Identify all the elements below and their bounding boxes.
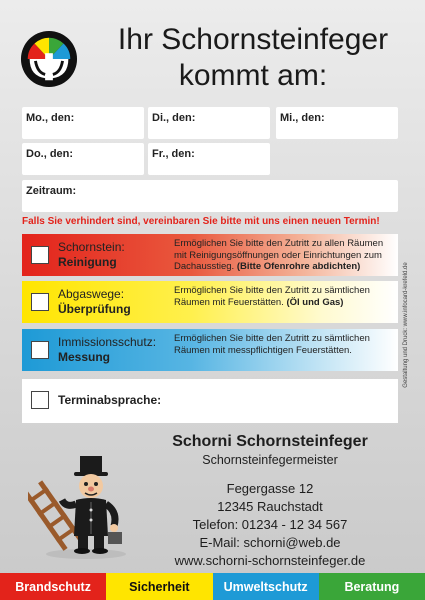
service-inspection <box>22 281 398 323</box>
appointment-checkbox[interactable] <box>31 391 49 409</box>
service-appointment <box>22 379 398 423</box>
inspection-category: Abgaswege: Überprüfung <box>58 287 131 316</box>
appointment-label: Terminabsprache: <box>58 393 162 407</box>
cleaning-checkbox[interactable] <box>31 246 49 264</box>
title-line-2: kommt am: <box>178 59 328 92</box>
wednesday-label: Mi., den: <box>280 112 325 124</box>
company-city: 12345 Rauchstadt <box>217 499 323 514</box>
tuesday-date-field[interactable] <box>148 107 270 139</box>
footer-fire-protection: Brandschutz <box>0 573 106 600</box>
company-email[interactable]: E-Mail: schorni@web.de <box>199 535 341 550</box>
company-role: Schornsteinfegermeister <box>202 453 338 467</box>
tuesday-label: Di., den: <box>152 112 196 124</box>
cleaning-description: Ermöglichen Sie bitte den Zutritt zu allen Räumen mit Reinigungsöffnungen oder Einrichtungen zum Dachausstieg. (Bitte Ofenrohre abdichten) <box>174 238 384 272</box>
measurement-description: Ermöglichen Sie bitte den Zutritt zu sämtlichen Räumen mit messpflichtigen Feuerstätten. <box>174 333 370 356</box>
company-street: Fegergasse 12 <box>226 481 314 496</box>
cleaning-category: Schornstein: Reinigung <box>58 240 125 269</box>
footer-bar <box>0 573 425 600</box>
friday-date-field[interactable] <box>148 143 270 175</box>
company-phone: Telefon: 01234 - 12 34 567 <box>192 517 348 532</box>
reschedule-notice: Falls Sie verhindert sind, vereinbaren Sie bitte mit uns einen neuen Termin! <box>22 216 380 227</box>
wednesday-date-field[interactable] <box>276 107 398 139</box>
service-measurement <box>22 329 398 371</box>
monday-date-field[interactable] <box>22 107 144 139</box>
page-title <box>88 22 418 94</box>
period-field[interactable] <box>22 180 398 212</box>
company-name: Schorni Schornsteinfeger <box>172 433 368 450</box>
guild-logo-icon <box>20 30 78 88</box>
chimney-sweep-illustration <box>28 450 140 560</box>
thursday-label: Do., den: <box>26 148 74 160</box>
company-website[interactable]: www.schorni-schornsteinfeger.de <box>174 553 366 568</box>
monday-label: Mo., den: <box>26 112 75 124</box>
footer-safety: Sicherheit <box>106 573 212 600</box>
footer-consulting: Beratung <box>319 573 425 600</box>
measurement-category: Immissionsschutz: Messung <box>58 335 157 364</box>
thursday-date-field[interactable] <box>22 143 144 175</box>
inspection-description: Ermöglichen Sie bitte den Zutritt zu sämtlichen Räumen mit Feuerstätten. (Öl und Gas) <box>174 285 370 308</box>
print-credit: Gestaltung und Druck: www.infocard-krefeld.de <box>403 262 409 388</box>
footer-environment: Umweltschutz <box>213 573 319 600</box>
inspection-checkbox[interactable] <box>31 293 49 311</box>
title-line-1: Ihr Schornsteinfeger <box>117 23 389 56</box>
measurement-checkbox[interactable] <box>31 341 49 359</box>
service-cleaning <box>22 234 398 276</box>
period-label: Zeitraum: <box>26 185 77 197</box>
company-info <box>170 432 370 570</box>
friday-label: Fr., den: <box>152 148 195 160</box>
